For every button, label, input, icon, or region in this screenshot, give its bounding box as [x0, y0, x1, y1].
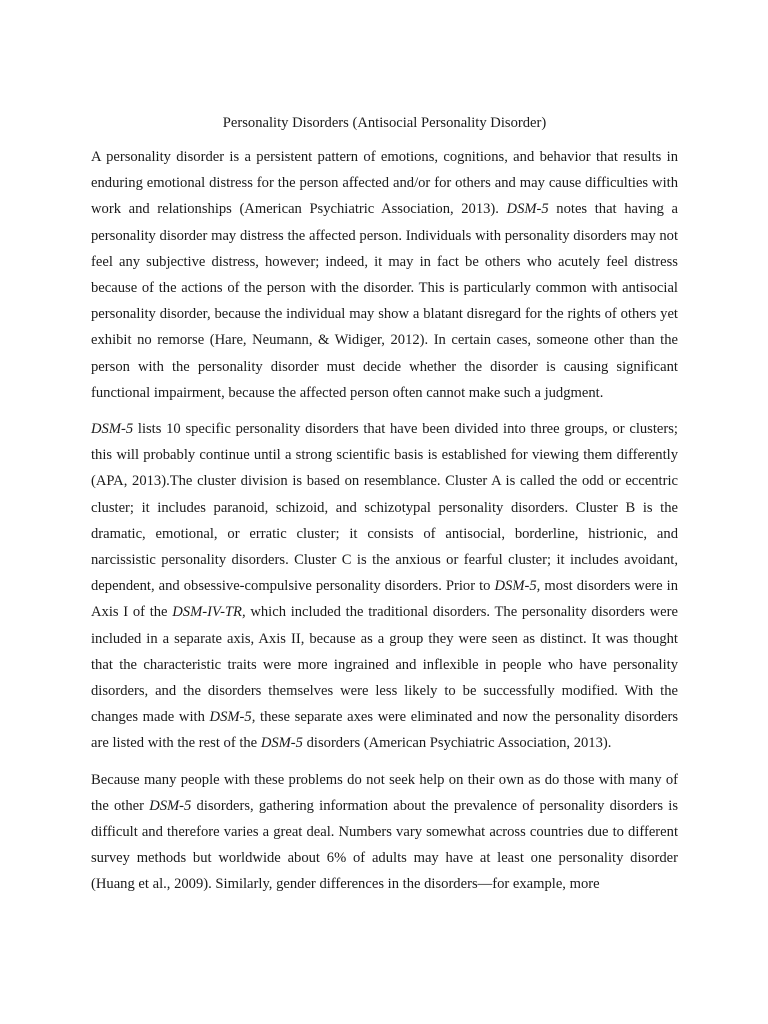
text-run: disorders (American Psychiatric Association, 2013).	[302, 735, 612, 752]
text-run: A personality disorder is a persistent pattern of emotions, cognitions, and behavior that results in enduring emotional distress for the person affected and/or for others and may cause difficulties with work and relationships (American Psychiatric Association, 2013).	[91, 149, 678, 218]
text-run: Because many people with these problems do not seek help on their own as do those with many of the other	[91, 771, 678, 814]
text-run: which included the traditional disorders. The personality disorders were included in a separate axis, Axis II, because as a group they were seen as distinct. It was thought that the characteristic traits were more ingrained and inflexible in people who have personality disorders, and the disorders themselves were less likely to be successfully modified. With the changes made with	[91, 604, 678, 726]
text-run-italic: DSM-5	[506, 201, 549, 218]
text-run: disorders, gathering information about the prevalence of personality disorders is difficult and therefore varies a great deal. Numbers vary somewhat across countries due to different survey methods but worldwide about 6% of adults may have at least one personality disorder (Huang et al., 2009). Similarly, gender differences in the disorders—for example, more	[91, 797, 678, 893]
paragraph-1	[91, 144, 678, 406]
document-page	[91, 110, 678, 908]
text-run: most disorders were in Axis I of the	[91, 578, 679, 621]
text-run-italic: DSM-IV-TR,	[172, 604, 246, 621]
text-run-italic: DSM-5	[260, 735, 303, 752]
text-run: notes that having a personality disorder may distress the affected person. Individuals with personality disorders may not feel any subjective distress, however; indeed, it may in fact be others who acutely feel distress because of the actions of the person with the disorder. This is particularly common with antisocial personality disorder, because the individual may show a blatant disregard for the rights of others yet exhibit no remorse (Hare, Neumann, & Widiger, 2012). In certain cases, someone other than the person with the personality disorder must decide whether the disorder is causing significant functional impairment, because the affected person often cannot make such a judgment.	[91, 201, 678, 401]
paragraph-3	[91, 767, 678, 898]
text-run: lists 10 specific personality disorders that have been divided into three groups, or clusters; this will probably continue until a strong scientific basis is established for viewing them differently (APA, 2013).The cluster division is based on resemblance. Cluster A is called the odd or eccentric cluster; it includes paranoid, schizoid, and schizotypal personality disorders. Cluster B is the dramatic, emotional, or erratic cluster; it consists of antisocial, borderline, histrionic, and narcissistic personality disorders. Cluster C is the anxious or fearful cluster; it includes avoidant, dependent, and obsessive-compulsive personality disorders. Prior to	[91, 421, 678, 595]
text-run: these separate axes were eliminated and now the personality disorders are listed with the rest of the	[91, 709, 679, 752]
document-title: Personality Disorders (Antisocial Personality Disorder)	[222, 115, 547, 131]
text-run-italic: DSM-5,	[494, 578, 541, 595]
text-run-italic: DSM-5	[91, 421, 134, 438]
text-run-italic: DSM-5,	[209, 709, 256, 726]
text-run-italic: DSM-5	[149, 797, 192, 814]
paragraph-2	[91, 416, 678, 757]
